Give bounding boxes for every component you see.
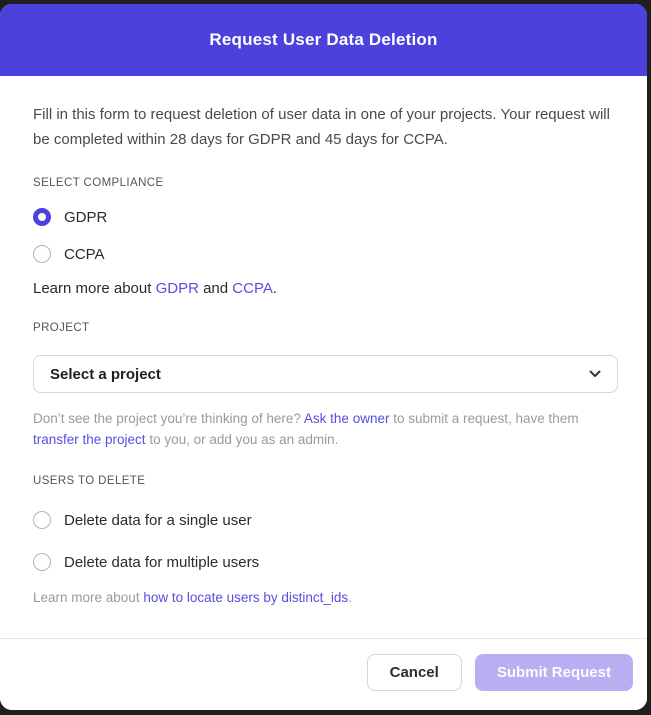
project-helper-part3: to you, or add you as an admin.: [145, 432, 339, 447]
intro-text: Fill in this form to request deletion of user data in one of your projects. Your request will be completed within 28 days for GDPR and 45 days for CCPA.: [33, 106, 610, 148]
compliance-learn-more-mid: and: [198, 280, 233, 297]
compliance-learn-more: [33, 280, 618, 297]
users-to-delete-label: USERS TO DELETE: [33, 475, 146, 487]
project-helper-text: [33, 408, 599, 450]
users-learn-more-text: Learn more about: [33, 590, 144, 605]
gdpr-link[interactable]: GDPR: [155, 280, 199, 297]
users-learn-more: [33, 590, 618, 605]
radio-option-single-user[interactable]: [33, 511, 618, 529]
ask-the-owner-link[interactable]: Ask the owner: [303, 411, 390, 426]
project-helper-part1: Don’t see the project you’re thinking of here?: [33, 411, 304, 426]
users-learn-more-suffix: .: [348, 590, 352, 605]
modal-header: [0, 4, 647, 76]
modal-title: Request User Data Deletion: [209, 30, 438, 49]
radio-label-single-user: Delete data for a single user: [64, 511, 252, 529]
radio-button-multiple-users[interactable]: [33, 553, 51, 571]
radio-label-ccpa: CCPA: [64, 245, 105, 263]
radio-button-ccpa[interactable]: [33, 245, 51, 263]
radio-label-gdpr: GDPR: [64, 208, 108, 226]
project-select-value: Select a project: [50, 365, 161, 383]
modal-footer: [0, 638, 647, 710]
submit-request-button[interactable]: Submit Request: [475, 654, 633, 691]
distinct-ids-link[interactable]: how to locate users by distinct_ids: [143, 590, 349, 605]
project-helper-part2: to submit a request, have them: [389, 411, 579, 426]
ccpa-link[interactable]: CCPA: [232, 280, 273, 297]
modal-body: [0, 76, 647, 638]
project-label: PROJECT: [33, 322, 90, 334]
compliance-learn-more-suffix: .: [272, 280, 278, 297]
radio-option-gdpr[interactable]: [33, 208, 618, 226]
radio-button-gdpr[interactable]: [33, 208, 51, 226]
project-select[interactable]: [33, 355, 618, 393]
compliance-learn-more-text: Learn more about: [33, 280, 156, 297]
radio-option-multiple-users[interactable]: [33, 553, 618, 571]
radio-button-single-user[interactable]: [33, 511, 51, 529]
radio-option-ccpa[interactable]: [33, 245, 618, 263]
radio-label-multiple-users: Delete data for multiple users: [64, 553, 260, 571]
transfer-the-project-link[interactable]: transfer the project: [33, 432, 146, 447]
request-user-data-deletion-modal: [0, 4, 647, 710]
chevron-down-icon: [589, 370, 601, 378]
select-compliance-label: SELECT COMPLIANCE: [33, 177, 164, 189]
cancel-button[interactable]: Cancel: [367, 654, 462, 691]
